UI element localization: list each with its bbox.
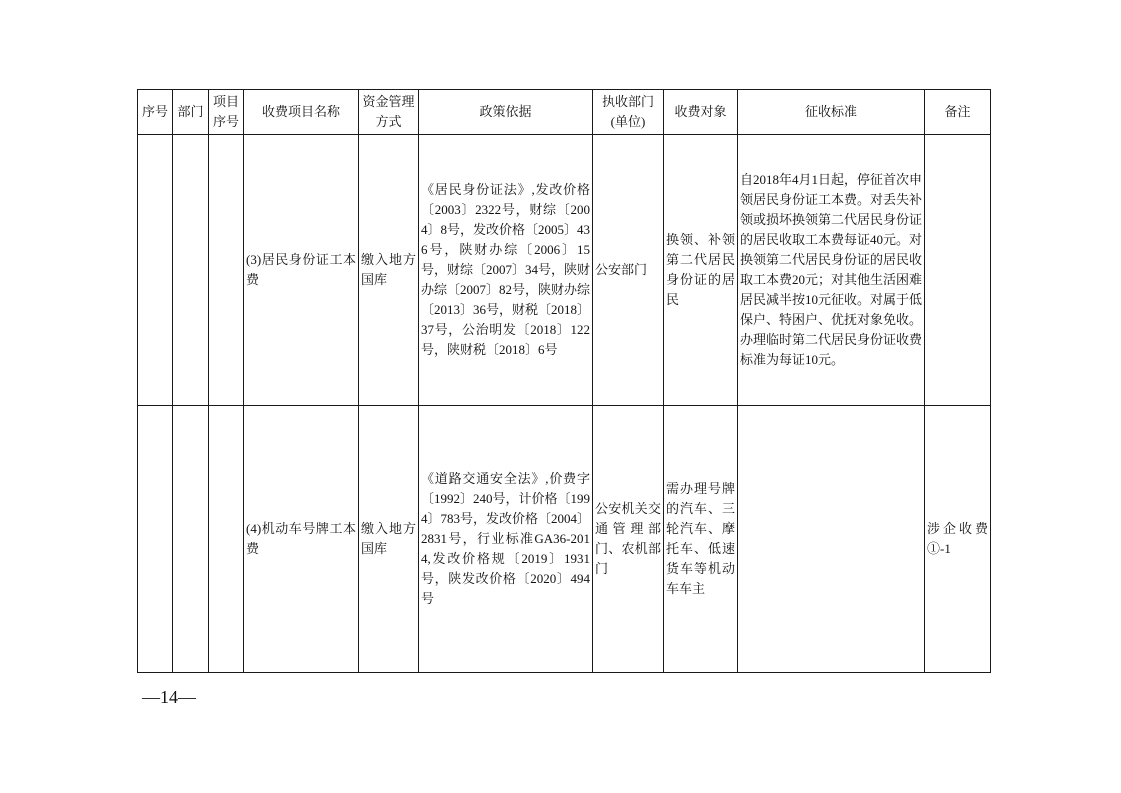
cell-standard: 自2018年4月1日起，停征首次申领居民身份证工本费。对丢失补领或损坏换领第二代居民身份证的居民收取工本费每证40元。对换领第二代居民身份证的居民收取工本费20元；对其他生活困难居民减半按10元征收。对属于低保户、特困户、优抚对象免收。办理临时第二代居民身份证收费标准为每证10元。 (738, 135, 925, 406)
header-label: 备注 (944, 104, 971, 119)
header-label: 收费对象 (674, 104, 727, 119)
cell-seq (138, 135, 173, 406)
cell-remarks: 涉企收费①-1 (925, 406, 991, 673)
cell-item-seq (209, 135, 244, 406)
header-label: 序号 (141, 104, 168, 119)
header-label: 政策依据 (479, 104, 532, 119)
header-department (173, 90, 209, 135)
header-remarks (925, 90, 991, 135)
cell-payers: 换领、补领第二代居民身份证的居民 (664, 135, 738, 406)
header-label: (单位) (610, 114, 646, 129)
header-collecting-unit (593, 90, 664, 135)
header-item-seq (209, 90, 244, 135)
header-label: 资金管理 (362, 94, 415, 109)
header-payers (664, 90, 738, 135)
header-label: 执收部门 (601, 94, 654, 109)
header-label: 收费项目名称 (261, 104, 340, 119)
header-label: 序号 (212, 114, 239, 129)
table-row (138, 135, 991, 406)
cell-standard (738, 406, 925, 673)
cell-fund-management: 缴入地方国库 (359, 406, 419, 673)
header-label: 征收标准 (804, 104, 857, 119)
header-fund-management (359, 90, 419, 135)
cell-department (173, 406, 209, 673)
cell-fund-management: 缴入地方国库 (359, 135, 419, 406)
cell-policy-basis: 《道路交通安全法》,价费字〔1992〕240号，计价格〔1994〕783号，发改价格〔2004〕2831号，行业标准GA36-2014,发改价格规〔2019〕1931号，陕发改价格〔2020〕494号 (419, 406, 593, 673)
page-number: —14— (142, 687, 196, 707)
header-seq (138, 90, 173, 135)
cell-item-name: (3)居民身份证工本费 (244, 135, 359, 406)
header-label: 项目 (212, 94, 239, 109)
cell-policy-basis: 《居民身份证法》,发改价格〔2003〕2322号，财综〔2004〕8号，发改价格〔2005〕436号，陕财办综〔2006〕15号，财综〔2007〕34号，陕财办综〔2007〕82号，陕财办综〔2013〕36号，财税〔2018〕37号，公治明发〔2018〕122号，陕财税〔2018〕6号 (419, 135, 593, 406)
table-row (138, 406, 991, 673)
cell-department (173, 135, 209, 406)
cell-collecting-unit: 公安机关交通管理部门、农机部门 (593, 406, 664, 673)
cell-collecting-unit: 公安部门 (593, 135, 664, 406)
cell-payers: 需办理号牌的汽车、三轮汽车、摩托车、低速货车等机动车车主 (664, 406, 738, 673)
cell-item-seq (209, 406, 244, 673)
cell-item-name: (4)机动车号牌工本费 (244, 406, 359, 673)
header-policy-basis (419, 90, 593, 135)
header-label: 部门 (177, 104, 204, 119)
header-standard (738, 90, 925, 135)
header-item-name (244, 90, 359, 135)
fee-table (137, 89, 991, 673)
cell-remarks (925, 135, 991, 406)
table-header-row (138, 90, 991, 135)
cell-seq (138, 406, 173, 673)
header-label: 方式 (375, 114, 402, 129)
